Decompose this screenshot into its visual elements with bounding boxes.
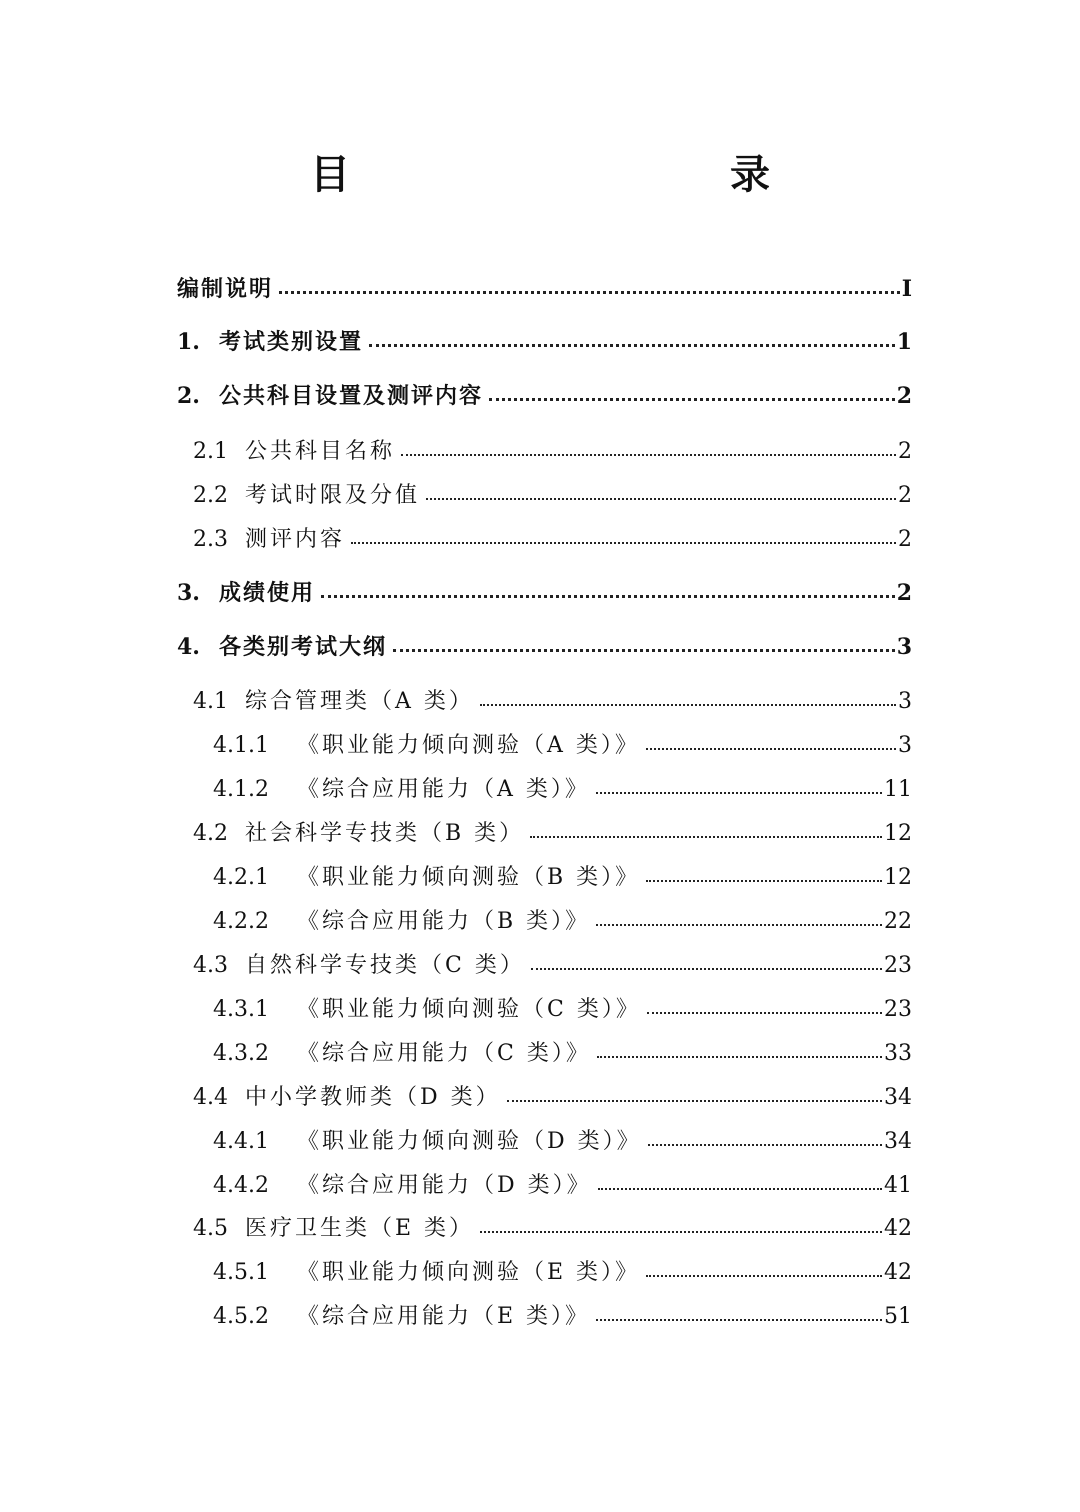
toc-entry-number: 4.4 bbox=[193, 1085, 228, 1110]
toc-entry-page-number: 41 bbox=[884, 1173, 912, 1198]
toc-entry-number: 4.1 bbox=[193, 689, 228, 714]
toc-entry[interactable] bbox=[193, 1082, 912, 1113]
toc-entry[interactable] bbox=[213, 994, 912, 1025]
toc-entry-label: 社会科学专技类（B 类） bbox=[245, 821, 525, 846]
toc-entry-label: 《综合应用能力（D 类）》 bbox=[297, 1173, 592, 1198]
toc-entry-label: 医疗卫生类（E 类） bbox=[245, 1216, 475, 1241]
toc-entry[interactable] bbox=[213, 1257, 912, 1288]
toc-dot-leader bbox=[279, 274, 900, 296]
toc-entry-number: 4.5.1 bbox=[213, 1260, 269, 1285]
toc-dot-leader bbox=[596, 1301, 882, 1323]
toc-entry[interactable] bbox=[177, 632, 912, 662]
toc-dot-leader bbox=[646, 730, 896, 752]
toc-entry-page-number: I bbox=[901, 276, 912, 302]
toc-entry-page-number: 33 bbox=[884, 1041, 912, 1066]
toc-dot-leader bbox=[401, 436, 896, 458]
toc-dot-leader bbox=[596, 906, 882, 928]
toc-dot-leader bbox=[648, 1126, 882, 1148]
toc-entry[interactable] bbox=[213, 774, 912, 805]
toc-entry-number: 2.1 bbox=[193, 439, 228, 464]
toc-dot-leader bbox=[426, 480, 896, 502]
toc-dot-leader bbox=[531, 950, 882, 972]
toc-entry-number: 2.2 bbox=[193, 483, 228, 508]
toc-entry[interactable] bbox=[213, 862, 912, 893]
toc-dot-leader bbox=[647, 994, 882, 1016]
toc-entry-page-number: 42 bbox=[884, 1260, 912, 1285]
toc-entry-label: 《职业能力倾向测验（E 类）》 bbox=[297, 1260, 641, 1285]
toc-entry-label: 成绩使用 bbox=[219, 580, 316, 606]
toc-entry-number: 4.4.2 bbox=[213, 1173, 269, 1198]
toc-entry-page-number: 3 bbox=[898, 689, 912, 714]
toc-entry-page-number: 2 bbox=[896, 383, 912, 409]
toc-entry-page-number: 22 bbox=[884, 909, 912, 934]
toc-entry-page-number: 2 bbox=[898, 439, 912, 464]
toc-entry-label: 《综合应用能力（E 类）》 bbox=[297, 1304, 591, 1329]
toc-entry-page-number: 3 bbox=[898, 733, 912, 758]
toc-entry-page-number: 2 bbox=[896, 580, 912, 606]
toc-entry-page-number: 2 bbox=[898, 483, 912, 508]
toc-entry-page-number: 23 bbox=[884, 953, 912, 978]
toc-entry-label: 综合管理类（A 类） bbox=[245, 689, 474, 714]
toc-dot-leader bbox=[393, 632, 895, 654]
toc-entry-label: 《综合应用能力（C 类）》 bbox=[297, 1041, 591, 1066]
toc-entry[interactable] bbox=[193, 524, 912, 555]
toc-entry-page-number: 12 bbox=[884, 865, 912, 890]
toc-entry-number: 2. bbox=[177, 383, 200, 409]
toc-entry-label: 公共科目名称 bbox=[245, 439, 396, 464]
toc-entry-label: 《职业能力倾向测验（D 类）》 bbox=[297, 1129, 642, 1154]
toc-entry-number: 4.1.1 bbox=[213, 733, 269, 758]
toc-entry-label: 《职业能力倾向测验（A 类）》 bbox=[297, 733, 640, 758]
toc-dot-leader bbox=[351, 524, 896, 546]
toc-dot-leader bbox=[646, 862, 882, 884]
toc-entry-page-number: 12 bbox=[884, 821, 912, 846]
toc-dot-leader bbox=[480, 686, 896, 708]
toc-entry-page-number: 11 bbox=[884, 777, 912, 802]
toc-entry-page-number: 51 bbox=[884, 1304, 912, 1329]
toc-entry[interactable] bbox=[193, 436, 912, 467]
toc-entry-label: 公共科目设置及测评内容 bbox=[219, 383, 484, 409]
page-title: 目 录 bbox=[310, 151, 870, 198]
toc-entry-label: 考试类别设置 bbox=[219, 329, 364, 355]
toc-entry-page-number: 3 bbox=[896, 634, 912, 660]
toc-entry-label: 各类别考试大纲 bbox=[219, 634, 388, 660]
toc-entry-label: 测评内容 bbox=[245, 527, 346, 552]
toc-entry-label: 编制说明 bbox=[177, 276, 274, 302]
toc-entry-number: 1. bbox=[177, 329, 200, 355]
toc-entry[interactable] bbox=[213, 906, 912, 937]
toc-entry-number: 4.3.1 bbox=[213, 997, 269, 1022]
toc-dot-leader bbox=[598, 1170, 882, 1192]
toc-entry-number: 4.5.2 bbox=[213, 1304, 269, 1329]
toc-entry-label: 《综合应用能力（A 类）》 bbox=[297, 777, 590, 802]
toc-entry[interactable] bbox=[177, 274, 912, 304]
toc-entry-label: 《综合应用能力（B 类）》 bbox=[297, 909, 591, 934]
toc-entry[interactable] bbox=[213, 1038, 912, 1069]
toc-entry-page-number: 23 bbox=[884, 997, 912, 1022]
toc-entry-number: 2.3 bbox=[193, 527, 228, 552]
toc-entry-label: 《职业能力倾向测验（C 类）》 bbox=[297, 997, 641, 1022]
toc-entry-page-number: 34 bbox=[884, 1129, 912, 1154]
toc-dot-leader bbox=[597, 1038, 882, 1060]
toc-entry-page-number: 34 bbox=[884, 1085, 912, 1110]
toc-dot-leader bbox=[507, 1082, 882, 1104]
toc-entry-number: 4.1.2 bbox=[213, 777, 269, 802]
toc-entry-number: 4.2.2 bbox=[213, 909, 269, 934]
toc-entry-page-number: 1 bbox=[896, 329, 912, 355]
toc-entry-number: 3. bbox=[177, 580, 200, 606]
toc-entry[interactable] bbox=[193, 686, 912, 717]
toc-entry-label: 中小学教师类（D 类） bbox=[245, 1085, 501, 1110]
toc-entry-page-number: 2 bbox=[898, 527, 912, 552]
toc-entry-number: 4.5 bbox=[193, 1216, 228, 1241]
toc-entry[interactable] bbox=[193, 818, 912, 849]
toc-entry[interactable] bbox=[213, 730, 912, 761]
toc-entry[interactable] bbox=[193, 950, 912, 981]
toc-dot-leader bbox=[369, 327, 895, 349]
toc-entry-number: 4. bbox=[177, 634, 200, 660]
toc-entry-label: 《职业能力倾向测验（B 类）》 bbox=[297, 865, 641, 890]
toc-entry-number: 4.3 bbox=[193, 953, 228, 978]
toc-entry-page-number: 42 bbox=[884, 1216, 912, 1241]
toc-entry[interactable] bbox=[177, 578, 912, 608]
toc-entry[interactable] bbox=[193, 480, 912, 511]
toc-entry[interactable] bbox=[177, 327, 912, 357]
toc-entry-label: 考试时限及分值 bbox=[245, 483, 421, 508]
toc-entry-label: 自然科学专技类（C 类） bbox=[245, 953, 525, 978]
toc-dot-leader bbox=[489, 381, 895, 403]
toc-entry-number: 4.4.1 bbox=[213, 1129, 269, 1154]
toc-dot-leader bbox=[480, 1213, 882, 1235]
toc-entry[interactable] bbox=[213, 1170, 912, 1201]
toc-dot-leader bbox=[321, 578, 895, 600]
toc-dot-leader bbox=[596, 774, 882, 796]
toc-entry[interactable] bbox=[193, 1213, 912, 1244]
toc-entry[interactable] bbox=[213, 1301, 912, 1332]
toc-entry[interactable] bbox=[177, 381, 912, 411]
toc-entry-number: 4.3.2 bbox=[213, 1041, 269, 1066]
toc-dot-leader bbox=[530, 818, 882, 840]
toc-entry-number: 4.2 bbox=[193, 821, 228, 846]
toc-entry-number: 4.2.1 bbox=[213, 865, 269, 890]
toc-entry[interactable] bbox=[213, 1126, 912, 1157]
toc-dot-leader bbox=[646, 1257, 882, 1279]
